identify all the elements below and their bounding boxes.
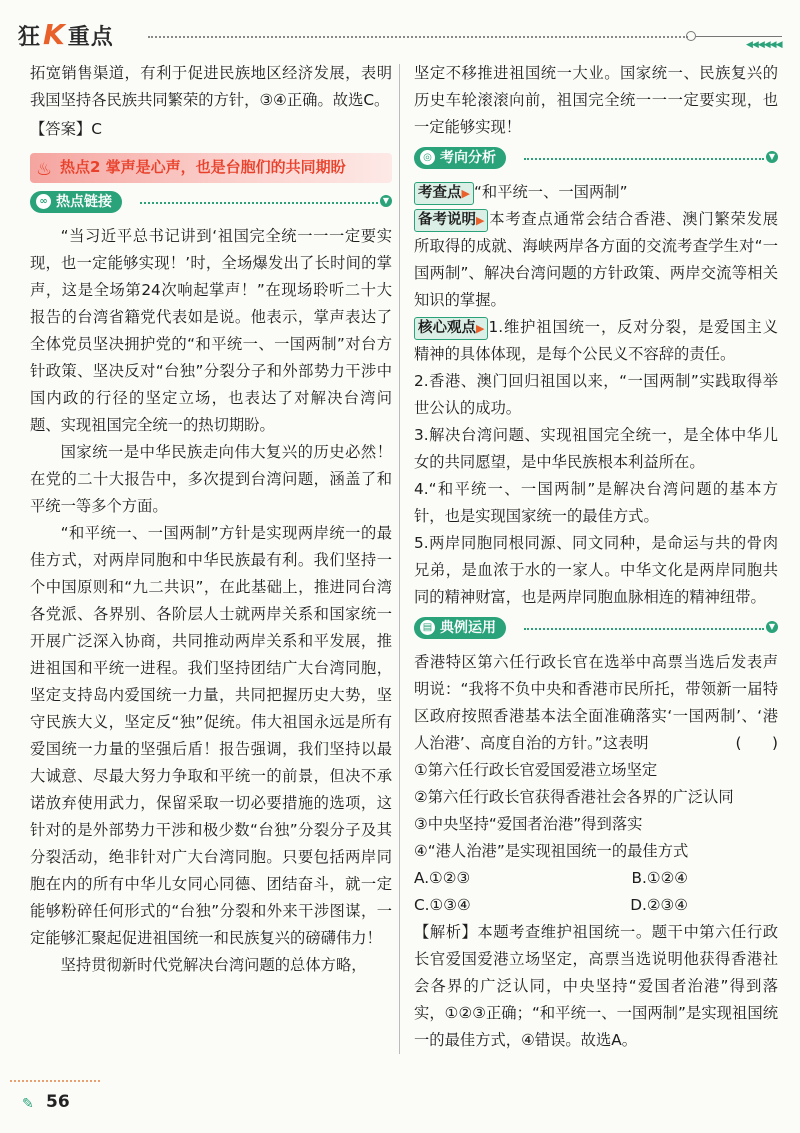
chevron-down-icon: ▼ bbox=[380, 195, 392, 207]
paragraph-4: 坚持贯彻新时代党解决台湾问题的总体方略， bbox=[60, 956, 367, 974]
answer-line: 【答案】C bbox=[30, 120, 102, 138]
option-c: C.①③④ bbox=[414, 896, 471, 914]
link-icon: ∞ bbox=[36, 194, 51, 209]
arrow-left-icon: ◀◀◀◀◀◀ bbox=[746, 40, 782, 50]
statement-1: ①第六任行政长官爱国爱港立场坚定 bbox=[414, 761, 658, 779]
options-row-2 bbox=[414, 892, 778, 919]
page-footer bbox=[10, 1080, 110, 1120]
hot-topic-banner bbox=[30, 153, 392, 183]
intro-text: 拓宽销售渠道，有利于促进民族地区经济发展，表明我国坚持各民族共同繁荣的方针，③④正确。故选C。 bbox=[30, 64, 392, 109]
options-row-1 bbox=[414, 865, 778, 892]
option-d: D.②③④ bbox=[630, 896, 688, 914]
core-view-4: 4.“和平统一、一国两制”是解决台湾问题的基本方针，也是实现国家统一的最佳方式。 bbox=[414, 480, 778, 525]
right-column bbox=[414, 60, 778, 1054]
explanation: 【解析】本题考查维护祖国统一。题干中第六任行政长官爱国爱港立场坚定，高票当选说明他获得香港社会各界的广泛认同，中央坚持“爱国者治港”得到落实，①②③正确；“和平统一、一国两制”是实现祖国统一的最佳方式，④错误。故选A。 bbox=[414, 923, 778, 1049]
book-icon: ▤ bbox=[420, 620, 435, 635]
section-hot-link bbox=[30, 189, 392, 217]
prep-note-tag: 备考说明▶ bbox=[414, 209, 488, 232]
header-circle-icon bbox=[686, 31, 696, 41]
statement-3: ③中央坚持“爱国者治港”得到落实 bbox=[414, 815, 643, 833]
header-dotted-line bbox=[148, 36, 688, 38]
core-view-2: 2.香港、澳门回归祖国以来，“一国两制”实践取得举世公认的成功。 bbox=[414, 372, 778, 417]
option-a: A.①②③ bbox=[414, 869, 471, 887]
left-column bbox=[30, 60, 392, 979]
core-view-tag: 核心观点▶ bbox=[414, 317, 488, 340]
hot-topic-title: 热点2 掌声是心声，也是台胞们的共同期盼 bbox=[60, 158, 346, 176]
page-header bbox=[18, 14, 788, 54]
statement-2: ②第六任行政长官获得香港社会各界的广泛认同 bbox=[414, 788, 734, 806]
option-b: B.①②④ bbox=[631, 869, 688, 887]
question-stem: 香港特区第六任行政长官在选举中高票当选后发表声明说：“我将不负中央和香港市民所托，带领新一届特区政府按照香港基本法全面准确落实‘一国两制’、‘港人治港’、高度自治的方针。”这表明 ( ) bbox=[414, 649, 778, 757]
prep-note: 备考说明▶ 本考查点通常会结合香港、澳门繁荣发展所取得的成就、海峡两岸各方面的交流考查学生对“一国两制”、解决台湾问题的方针政策、两岸交流等相关知识的掌握。 bbox=[414, 210, 778, 309]
section-title: 考向分析 bbox=[440, 150, 496, 166]
statement-4: ④“港人治港”是实现祖国统一的最佳方式 bbox=[414, 842, 689, 860]
brand-logo: 狂K重点 bbox=[18, 18, 114, 51]
section-title: 典例运用 bbox=[440, 620, 496, 636]
paragraph-1: “当习近平总书记讲到‘祖国完全统一一一定要实现，也一定能够实现！’时，全场爆发出了长时间的掌声，这是全场第24次响起掌声！”在现场聆听二十大报告的台湾省籍党代表如是说。他表示，掌声表达了全体党员坚决拥护党的“和平统一、一国两制”对台方针政策、坚决反对“台独”分裂分子和外部势力干涉中国内政的行径的坚定立场，也表达了对解决台湾问题、实现祖国完全统一的热切期盼。 bbox=[30, 227, 392, 434]
chevron-down-icon: ▼ bbox=[766, 151, 778, 163]
core-view-1: 核心观点▶ 1.维护祖国统一，反对分裂，是爱国主义精神的具体体现，是每个公民义不容辞的责任。 bbox=[414, 318, 778, 363]
page-number: 56 bbox=[46, 1092, 70, 1112]
exam-point: 考查点▶ “和平统一、一国两制” bbox=[414, 179, 778, 206]
exam-point-tag: 考查点▶ bbox=[414, 182, 474, 205]
flame-icon: ♨ bbox=[36, 159, 53, 180]
section-analysis bbox=[414, 145, 778, 173]
answer-bracket: ( ) bbox=[735, 734, 778, 752]
section-example bbox=[414, 615, 778, 643]
paragraph-3: “和平统一、一国两制”方针是实现两岸统一的最佳方式，对两岸同胞和中华民族最有利。我们坚持一个中国原则和“九二共识”，在此基础上，推进同台湾各党派、各界别、各阶层人士就两岸关系和国家统一开展广泛深入协商，共同推动两岸关系和平发展，推进祖国和平统一进程。我们坚持团结广大台湾同胞，坚定支持岛内爱国统一力量，共同把握历史大势，坚守民族大义，坚定反“独”促统。伟大祖国永远是所有爱国统一力量的坚强后盾！报告强调，我们坚持以最大诚意、尽最大努力争取和平统一的前景，但决不承诺放弃使用武力，保留采取一切必要措施的选项，这针对的是外部势力干涉和极少数“台独”分裂分子及其分裂活动，绝非针对广大台湾同胞。只要包括两岸同胞在内的所有中华儿女同心同德、团结奋斗，就一定能够粉碎任何形式的“台独”分裂和外来干涉图谋，一定能够汇聚起促进祖国统一和民族复兴的磅礴伟力！ bbox=[30, 524, 392, 947]
pen-icon: ✎ bbox=[22, 1096, 34, 1112]
chevron-down-icon: ▼ bbox=[766, 621, 778, 633]
core-view-3: 3.解决台湾问题、实现祖国完全统一，是全体中华儿女的共同愿望，是中华民族根本利益所在。 bbox=[414, 426, 778, 471]
compass-icon: ◎ bbox=[420, 150, 435, 165]
section-title: 热点链接 bbox=[56, 194, 112, 210]
core-view-5: 5.两岸同胞同根同源、同文同种，是命运与共的骨肉兄弟，是血浓于水的一家人。中华文化是两岸同胞共同的精神财富，也是两岸同胞血脉相连的精神纽带。 bbox=[414, 534, 778, 606]
continued-text: 坚定不移推进祖国统一大业。国家统一、民族复兴的历史车轮滚滚向前，祖国完全统一一一定要实现，也一定能够实现！ bbox=[414, 64, 778, 136]
header-solid-line bbox=[696, 36, 782, 37]
column-divider bbox=[399, 64, 400, 1054]
paragraph-2: 国家统一是中华民族走向伟大复兴的历史必然！在党的二十大报告中，多次提到台湾问题，涵盖了和平统一等多个方面。 bbox=[30, 443, 392, 515]
